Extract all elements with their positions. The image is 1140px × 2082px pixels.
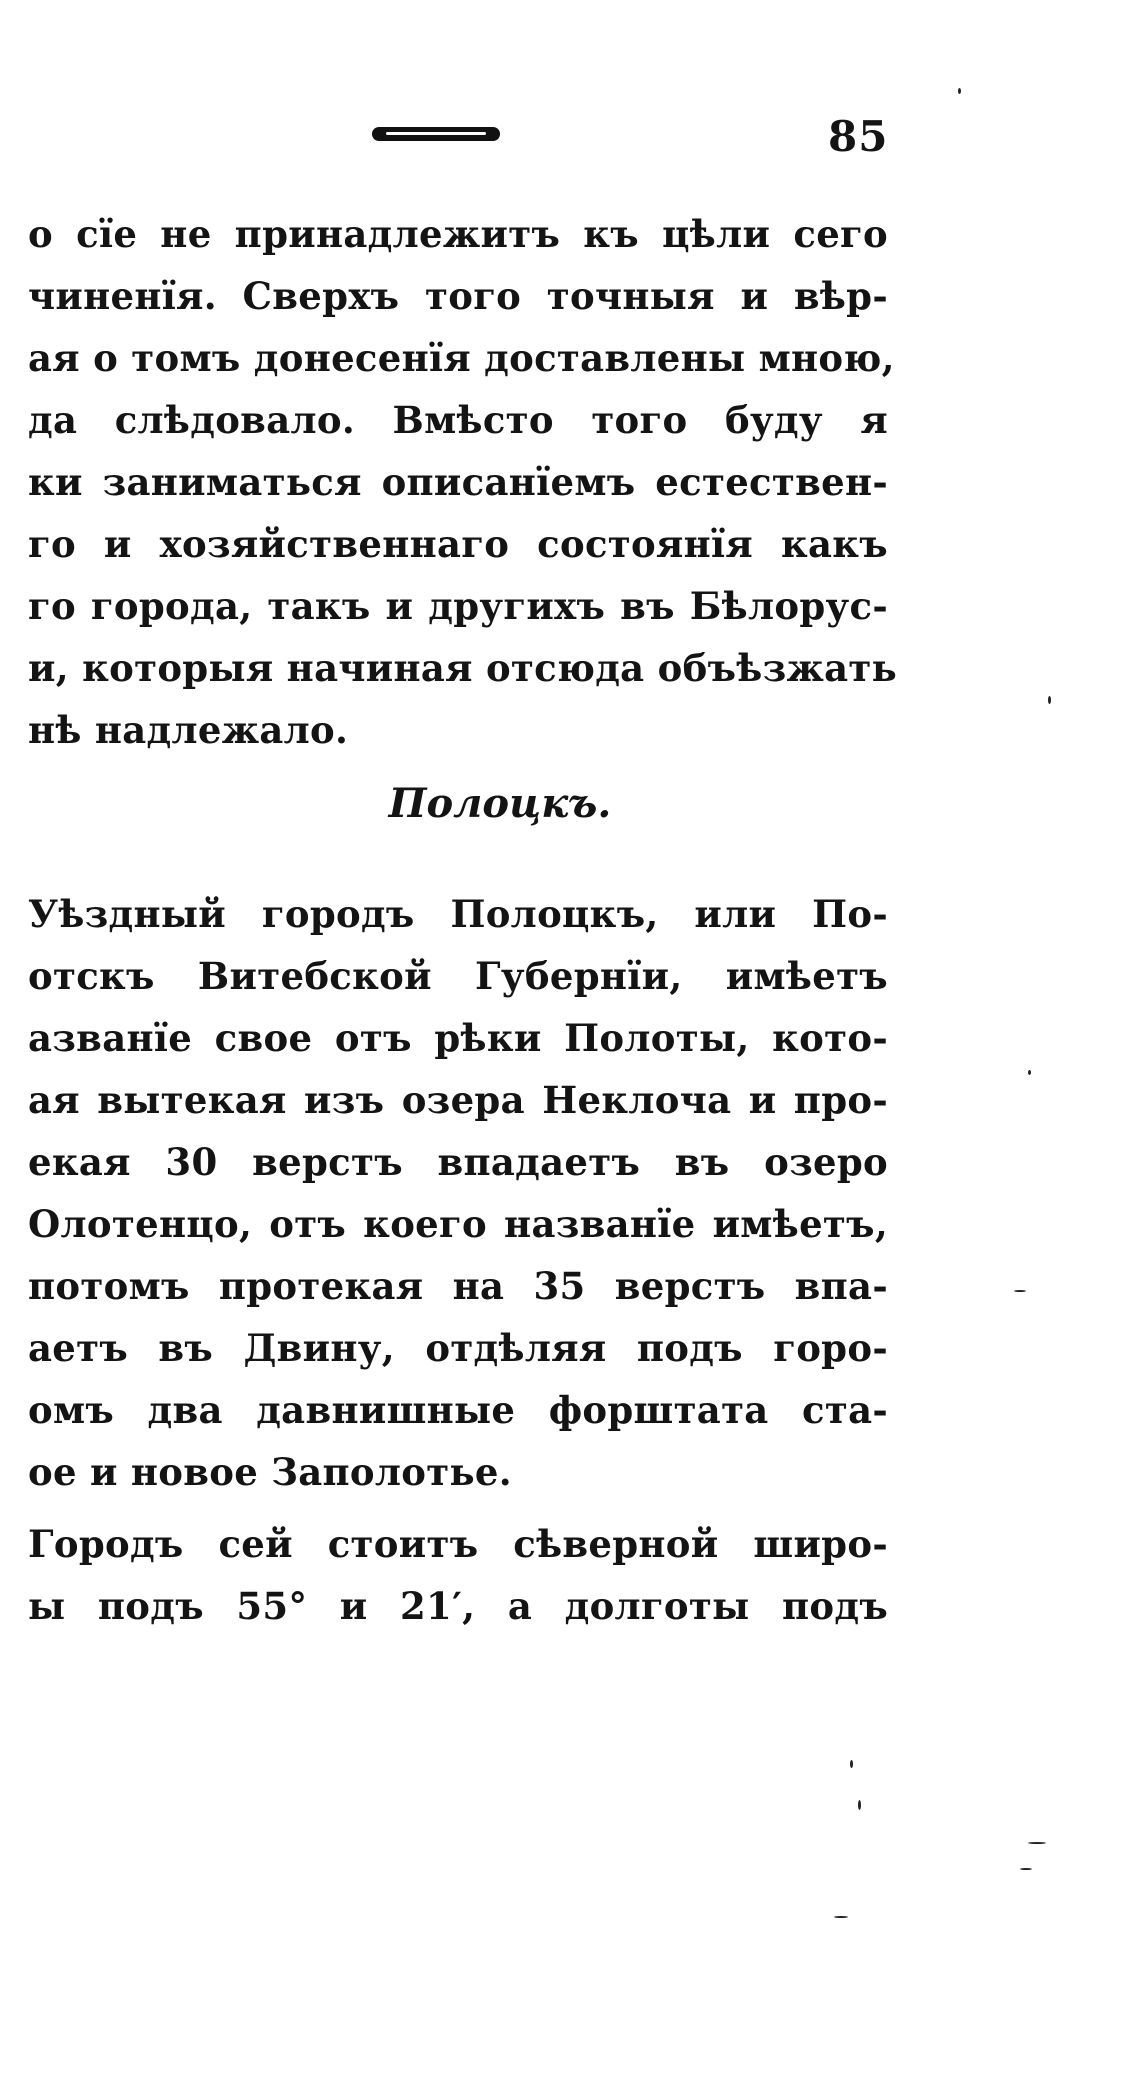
scan-speck (958, 88, 961, 94)
scan-speck (834, 1916, 848, 1918)
text-line: потомъ протекая на 35 верстъ впа- (28, 1264, 888, 1308)
scan-speck (1028, 1070, 1031, 1075)
text-line: о сїе не принадлежитъ къ цѣли сего (28, 212, 888, 256)
scan-speck (858, 1800, 861, 1810)
text-line: го города, такъ и другихъ въ Бѣлорус- (28, 584, 888, 628)
text-line: нѣ надлежало. (28, 708, 349, 752)
scan-speck (1048, 696, 1051, 704)
text-line: ая вытекая изъ озера Неклоча и про- (28, 1078, 888, 1122)
text-line: го и хозяйственнаго состоянїя какъ (28, 522, 888, 566)
scan-speck (1014, 1290, 1026, 1292)
text-line: отскъ Витебской Губернїи, имѣетъ (28, 954, 888, 998)
scan-speck (850, 1760, 853, 1768)
text-line: Уѣздный городъ Полоцкъ, или По- (28, 892, 888, 936)
text-line: омъ два давнишные форштата ста- (28, 1388, 888, 1432)
text-line: ы подъ 55° и 21′, а долготы подъ (28, 1584, 888, 1628)
text-line: Городъ сей стоитъ сѣверной широ- (28, 1522, 888, 1566)
section-title-text: Полоцкъ. (388, 780, 612, 827)
text-line: ое и новое Заполотье. (28, 1450, 512, 1494)
text-line: да слѣдовало. Вмѣсто того буду я (28, 398, 888, 442)
section-title (0, 780, 1140, 827)
text-line: ая о томъ донесенїя доставлены мною, (28, 336, 895, 380)
text-line: екая 30 верстъ впадаетъ въ озеро (28, 1140, 888, 1184)
scan-speck (1028, 1842, 1046, 1844)
text-line: чиненїя. Сверхъ того точныя и вѣр- (28, 274, 888, 318)
page-number: 85 (828, 112, 889, 161)
text-line: Олотенцо, отъ коего названїе имѣетъ, (28, 1202, 888, 1246)
scan-speck (1020, 1868, 1032, 1870)
text-line: и, которыя начиная отсюда объѣзжать (28, 646, 898, 690)
text-line: аетъ въ Двину, отдѣляя подъ горо- (28, 1326, 888, 1370)
text-line: ки заниматься описанїемъ естествен- (28, 460, 888, 504)
text-line: азванїе свое отъ рѣки Полоты, кото- (28, 1016, 888, 1060)
header-ornament-rule (372, 127, 500, 141)
